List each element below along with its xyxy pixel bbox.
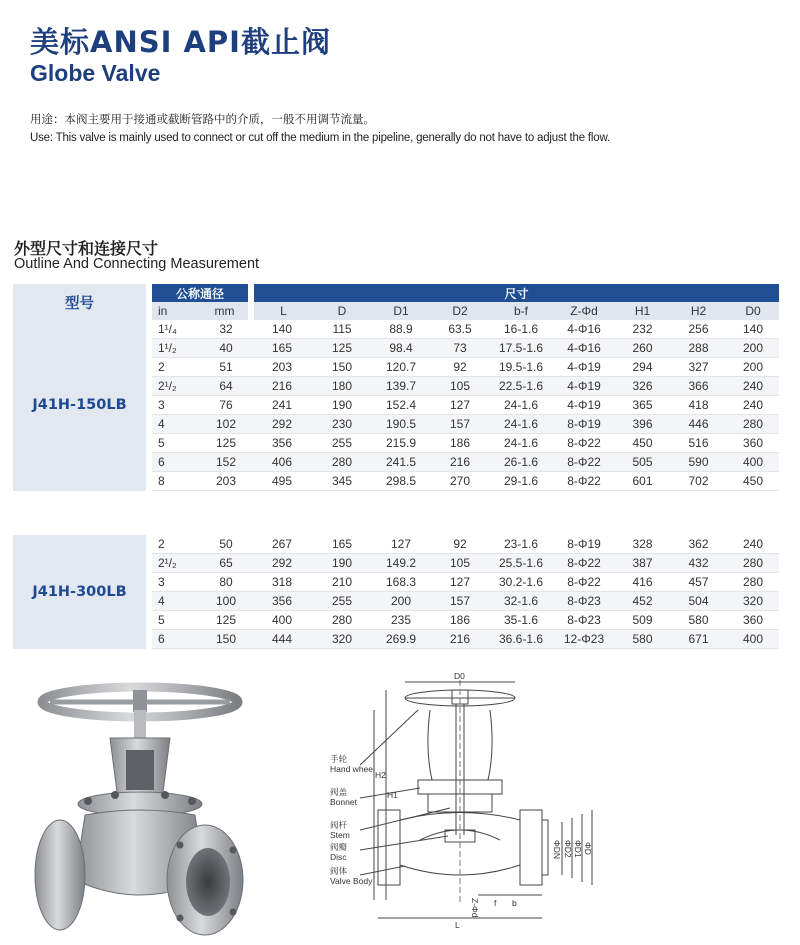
table-cell: 356 [251,592,313,611]
dim-d1: ΦD1 [573,840,583,858]
table-cell: 216 [431,630,489,649]
table-cell: 8-Φ22 [553,573,615,592]
table-cell: 280 [313,611,371,630]
table-cell: 590 [670,453,727,472]
table-cell: 149.2 [371,554,431,573]
table-cell: 8-Φ22 [553,472,615,491]
table-cell: 318 [251,573,313,592]
table-cell: 6 [149,630,201,649]
dim-b: b [512,898,517,908]
spec-table-300lb [13,535,779,649]
table-cell: 115 [313,320,371,339]
page-title-en: Globe Valve [30,60,161,86]
table-cell: 580 [615,630,670,649]
table-cell: 240 [727,535,779,554]
table-cell: 8-Φ19 [553,415,615,434]
table-cell: 165 [313,535,371,554]
table-cell: 452 [615,592,670,611]
table-cell: 105 [431,554,489,573]
table-cell: 671 [670,630,727,649]
table-cell: 396 [615,415,670,434]
table-cell: 8-Φ23 [553,611,615,630]
table-cell: 200 [727,339,779,358]
table-cell: 88.9 [371,320,431,339]
table-cell: 63.5 [431,320,489,339]
label-handwheel-cn: 手轮 [330,754,348,764]
table-cell: 4-Φ16 [553,339,615,358]
table-cell: 50 [201,535,251,554]
table-cell: 32-1.6 [489,592,553,611]
table-cell: 100 [201,592,251,611]
table-cell: 73 [431,339,489,358]
table-cell: 30.2-1.6 [489,573,553,592]
table-cell: 51 [201,358,251,377]
table-cell: 450 [727,472,779,491]
table-cell: 26-1.6 [489,453,553,472]
table-cell: 256 [670,320,727,339]
table-row [13,320,779,339]
table-cell: 267 [251,535,313,554]
table-cell: 241 [251,396,313,415]
table-cell: 240 [727,396,779,415]
table-cell: 32 [201,320,251,339]
dim-d: ΦD [583,842,593,855]
table-cell: 140 [251,320,313,339]
table-cell: 416 [615,573,670,592]
table-cell: 3 [149,396,201,415]
table-cell: 360 [727,434,779,453]
table-cell: 320 [313,630,371,649]
table-cell: 80 [201,573,251,592]
table-cell: 125 [201,611,251,630]
table-cell: 216 [251,377,313,396]
subheader-4: D1 [371,302,431,320]
subheader-6: b-f [489,302,553,320]
table-cell: 400 [251,611,313,630]
table-cell: 125 [201,434,251,453]
table-cell: 2¹/₂ [149,554,201,573]
table-cell: 3 [149,573,201,592]
table-cell: 216 [431,453,489,472]
table-cell: 29-1.6 [489,472,553,491]
valve-diagram [300,670,770,940]
subheader-2: L [251,302,313,320]
table-cell: 1¹/₂ [149,339,201,358]
table-cell: 40 [201,339,251,358]
table-cell: 180 [313,377,371,396]
table-cell: 432 [670,554,727,573]
table-cell: 64 [201,377,251,396]
table-cell: 4-Φ19 [553,377,615,396]
table-cell: 400 [727,630,779,649]
table-cell: 6 [149,453,201,472]
table-cell: 444 [251,630,313,649]
table-cell: 292 [251,554,313,573]
table-cell: 25.5-1.6 [489,554,553,573]
nominal-header: 公称通径 [149,284,251,302]
dim-f: f [494,898,497,908]
table-cell: 139.7 [371,377,431,396]
subheader-8: H1 [615,302,670,320]
table-cell: 269.9 [371,630,431,649]
table-cell: 2¹/₂ [149,377,201,396]
table-cell: 157 [431,415,489,434]
table-cell: 446 [670,415,727,434]
usage-text-en: Use: This valve is mainly used to connect or cut off the medium in the pipeline, generally do not have to adjust the flow. [30,132,610,144]
usage-text-cn: 用途：本阀主要用于接通或截断管路中的介质，一般不用调节流量。 [30,112,375,126]
table-cell: 190 [313,396,371,415]
table-cell: 210 [313,573,371,592]
table-cell: 4-Φ16 [553,320,615,339]
table-cell: 12-Φ23 [553,630,615,649]
table-cell: 190 [313,554,371,573]
table-cell: 4 [149,415,201,434]
subheader-0: in [149,302,201,320]
table-cell: 8-Φ19 [553,535,615,554]
table-cell: 4-Φ19 [553,396,615,415]
table-cell: 516 [670,434,727,453]
table-cell: 190.5 [371,415,431,434]
table-cell: 360 [727,611,779,630]
table-cell: 418 [670,396,727,415]
table-cell: 362 [670,535,727,554]
model-header: 型号 [13,284,149,320]
table-cell: 65 [201,554,251,573]
table-cell: 450 [615,434,670,453]
dim-h1: H1 [387,790,398,800]
table-cell: 365 [615,396,670,415]
table-cell: 580 [670,611,727,630]
table-cell: 19.5-1.6 [489,358,553,377]
table-cell: 203 [251,358,313,377]
table-cell: 235 [371,611,431,630]
table-cell: 127 [371,535,431,554]
spec-table-150lb [13,284,779,491]
table-cell: 255 [313,434,371,453]
table-cell: 127 [431,396,489,415]
subheader-3: D [313,302,371,320]
table-cell: 200 [727,358,779,377]
dim-h2: H2 [375,770,386,780]
table-cell: 280 [727,554,779,573]
table-cell: 168.3 [371,573,431,592]
label-disc-en: Disc [330,852,347,862]
table-cell: 24-1.6 [489,434,553,453]
table-cell: 23-1.6 [489,535,553,554]
label-bonnet-en: Bonnet [330,797,357,807]
table-cell: 22.5-1.6 [489,377,553,396]
table-cell: 327 [670,358,727,377]
table-cell: 2 [149,358,201,377]
table-cell: 298.5 [371,472,431,491]
label-disc-cn: 阀瓣 [330,842,348,852]
table-cell: 356 [251,434,313,453]
table-cell: 345 [313,472,371,491]
table-cell: 280 [727,415,779,434]
table-cell: 125 [313,339,371,358]
model-cell: J41H-300LB [13,535,149,649]
table-cell: 186 [431,434,489,453]
table-cell: 601 [615,472,670,491]
table-cell: 5 [149,611,201,630]
label-bonnet-cn: 阀盖 [330,787,348,797]
table-cell: 255 [313,592,371,611]
subheader-1: mm [201,302,251,320]
table-cell: 326 [615,377,670,396]
table-cell: 203 [201,472,251,491]
table-cell: 328 [615,535,670,554]
table-cell: 24-1.6 [489,396,553,415]
table-cell: 280 [313,453,371,472]
table-cell: 366 [670,377,727,396]
table-cell: 92 [431,358,489,377]
table-cell: 152.4 [371,396,431,415]
table-cell: 120.7 [371,358,431,377]
table-cell: 98.4 [371,339,431,358]
table-cell: 505 [615,453,670,472]
table-cell: 36.6-1.6 [489,630,553,649]
label-stem-en: Stem [330,830,350,840]
table-cell: 400 [727,453,779,472]
table-cell: 8 [149,472,201,491]
dim-dn: ΦDN [552,840,562,860]
table-cell: 4 [149,592,201,611]
label-body-en: Valve Body [330,876,373,886]
table-cell: 150 [201,630,251,649]
table-cell: 102 [201,415,251,434]
section-title-cn: 外型尺寸和连接尺寸 [14,239,159,258]
dim-d0: D0 [454,671,465,681]
dim-zd: Z-Φd [470,898,480,918]
table-cell: 1¹/₄ [149,320,201,339]
table-cell: 406 [251,453,313,472]
table-cell: 288 [670,339,727,358]
table-cell: 230 [313,415,371,434]
dim-d2: ΦD2 [563,840,573,858]
subheader-5: D2 [431,302,489,320]
table-cell: 76 [201,396,251,415]
table-cell: 457 [670,573,727,592]
table-cell: 24-1.6 [489,415,553,434]
table-cell: 200 [371,592,431,611]
subheader-9: H2 [670,302,727,320]
table-cell: 127 [431,573,489,592]
table-cell: 5 [149,434,201,453]
table-cell: 165 [251,339,313,358]
table-cell: 241.5 [371,453,431,472]
table-cell: 232 [615,320,670,339]
table-cell: 140 [727,320,779,339]
size-header: 尺寸 [251,284,779,302]
table-cell: 292 [251,415,313,434]
dim-l: L [455,920,460,930]
table-cell: 509 [615,611,670,630]
table-cell: 186 [431,611,489,630]
table-cell: 150 [313,358,371,377]
table-cell: 8-Φ22 [553,554,615,573]
table-cell: 152 [201,453,251,472]
label-stem-cn: 阀杆 [330,820,348,830]
table-cell: 8-Φ22 [553,434,615,453]
valve-drawing [300,670,770,940]
table-cell: 270 [431,472,489,491]
table-cell: 294 [615,358,670,377]
table-cell: 16-1.6 [489,320,553,339]
table-cell: 495 [251,472,313,491]
table-cell: 35-1.6 [489,611,553,630]
table-row [13,535,779,554]
table-cell: 105 [431,377,489,396]
table-cell: 320 [727,592,779,611]
table-cell: 92 [431,535,489,554]
table-cell: 8-Φ22 [553,453,615,472]
section-title-en: Outline And Connecting Measurement [14,256,260,272]
table-cell: 8-Φ23 [553,592,615,611]
table-cell: 240 [727,377,779,396]
subheader-10: D0 [727,302,779,320]
valve-photo [30,680,250,940]
table-cell: 702 [670,472,727,491]
page-title-cn: 美标ANSI API截止阀 [30,25,331,59]
label-body-cn: 阀体 [330,866,348,876]
label-handwheel-en: Hand wheel [330,764,375,774]
model-cell: J41H-150LB [13,320,149,491]
table-cell: 2 [149,535,201,554]
table-cell: 387 [615,554,670,573]
table-cell: 157 [431,592,489,611]
table-cell: 504 [670,592,727,611]
table-cell: 215.9 [371,434,431,453]
table-cell: 280 [727,573,779,592]
table-cell: 17.5-1.6 [489,339,553,358]
subheader-7: Z-Φd [553,302,615,320]
table-cell: 4-Φ19 [553,358,615,377]
table-cell: 260 [615,339,670,358]
